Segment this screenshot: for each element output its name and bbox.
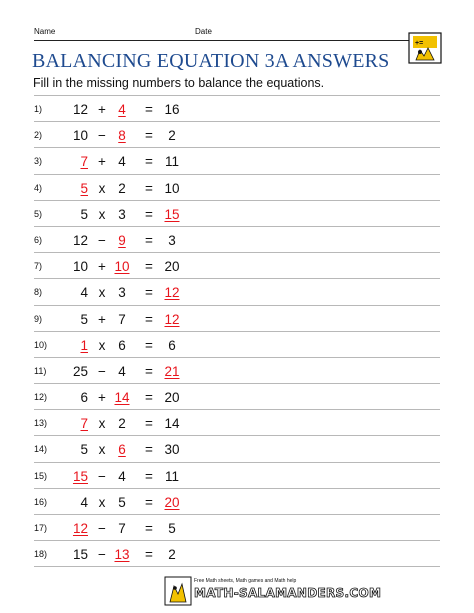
answer-operand-b: 14 (114, 390, 130, 406)
result-c: 30 (164, 442, 180, 458)
answer-operand-a: 5 (80, 180, 88, 196)
equation-number: 15) (34, 470, 48, 481)
equation-row (34, 462, 440, 488)
answer-result-c: 12 (164, 285, 180, 301)
equation-row (34, 357, 440, 383)
operator: − (98, 521, 106, 536)
operator: + (98, 390, 106, 406)
operator: x (98, 494, 106, 510)
equation-number: 6) (34, 234, 43, 245)
equation-number: 14) (34, 444, 48, 455)
operand-a: 12 (72, 102, 88, 117)
equation-number: 3) (34, 156, 43, 167)
equals-sign: = (145, 337, 153, 353)
page-title: BALANCING EQUATION 3A ANSWERS (32, 50, 390, 72)
operand-a: 5 (80, 206, 88, 222)
equation-row (34, 121, 440, 147)
equation-number: 11) (34, 365, 47, 376)
equation-row (34, 305, 440, 331)
result-c: 6 (168, 337, 176, 353)
equation-row (34, 331, 440, 357)
answer-operand-b: 13 (114, 547, 130, 563)
salamander-logo-icon (408, 32, 442, 64)
operator: − (98, 547, 106, 563)
equation-number: 18) (34, 549, 48, 560)
answer-operand-b: 8 (118, 128, 126, 144)
equals-sign: = (145, 494, 153, 510)
answer-operand-a: 1 (80, 337, 88, 353)
result-c: 16 (164, 102, 180, 117)
equation-row (34, 383, 440, 409)
operand-b: 2 (118, 416, 126, 432)
answer-operand-b: 9 (118, 232, 126, 248)
equation-row (34, 514, 440, 540)
equation-row (34, 226, 440, 252)
answer-result-c: 15 (164, 206, 180, 222)
equation-number: 1) (34, 104, 43, 114)
operator: x (98, 206, 106, 222)
operand-b: 7 (118, 311, 126, 327)
equation-number: 17) (34, 523, 48, 533)
equation-row (34, 147, 440, 173)
result-c: 2 (168, 128, 176, 144)
result-c: 20 (164, 390, 180, 406)
operator: − (98, 128, 106, 144)
answer-operand-b: 10 (114, 259, 130, 275)
instructions: Fill in the missing numbers to balance the equations. (33, 76, 325, 90)
equation-number: 10) (34, 339, 48, 350)
operand-a: 10 (72, 259, 88, 275)
footer (164, 574, 382, 608)
equation-number: 7) (34, 261, 43, 272)
equals-sign: = (145, 102, 153, 117)
equation-list (34, 95, 440, 567)
operand-a: 4 (80, 285, 88, 301)
equation-number: 8) (34, 287, 43, 298)
answer-operand-b: 6 (118, 442, 126, 458)
operand-b: 4 (118, 363, 126, 379)
equals-sign: = (145, 180, 153, 196)
footer-tagline: Free Math sheets, Math games and Math help (194, 578, 297, 584)
result-c: 11 (164, 154, 179, 170)
operand-b: 3 (118, 206, 126, 222)
equation-row (34, 200, 440, 226)
result-c: 10 (164, 180, 180, 196)
operand-a: 10 (72, 128, 88, 144)
equation-number: 5) (34, 208, 43, 219)
equals-sign: = (145, 128, 153, 144)
equals-sign: = (145, 363, 153, 379)
equation-number: 16) (34, 496, 48, 507)
answer-operand-a: 12 (72, 521, 88, 536)
answer-result-c: 21 (164, 363, 180, 379)
operand-a: 6 (80, 390, 88, 406)
equals-sign: = (145, 442, 153, 458)
answer-result-c: 20 (164, 494, 180, 510)
operator: + (98, 259, 106, 275)
operator: − (98, 363, 106, 379)
operand-a: 4 (80, 494, 88, 510)
operator: x (98, 180, 106, 196)
operand-b: 2 (118, 180, 126, 196)
equation-number: 9) (34, 313, 43, 324)
operand-a: 25 (72, 363, 88, 379)
operator: − (98, 232, 106, 248)
answer-operand-a: 7 (80, 416, 88, 432)
answer-operand-a: 7 (80, 154, 88, 170)
date-label: Date (195, 27, 212, 36)
equation-number: 4) (34, 182, 43, 193)
operand-b: 7 (118, 521, 126, 536)
operand-b: 4 (118, 468, 126, 484)
operator: + (98, 154, 106, 170)
equals-sign: = (145, 547, 153, 563)
operand-b: 6 (118, 337, 126, 353)
result-c: 2 (168, 547, 176, 563)
operand-b: 3 (118, 285, 126, 301)
operator: x (98, 285, 106, 301)
equals-sign: = (145, 521, 153, 536)
operator: + (98, 311, 106, 327)
equation-number: 12) (34, 392, 48, 403)
equation-row (34, 540, 440, 567)
operand-a: 15 (72, 547, 88, 563)
result-c: 11 (164, 468, 179, 484)
operator: x (98, 337, 106, 353)
operator: + (98, 102, 106, 117)
equals-sign: = (145, 232, 153, 248)
result-c: 5 (168, 521, 176, 536)
equation-row (34, 435, 440, 461)
result-c: 20 (164, 259, 180, 275)
equation-row (34, 95, 440, 121)
equals-sign: = (145, 311, 153, 327)
operator: − (98, 468, 106, 484)
result-c: 14 (164, 416, 180, 432)
operand-a: 5 (80, 311, 88, 327)
operand-a: 12 (72, 232, 88, 248)
equals-sign: = (145, 206, 153, 222)
operator: x (98, 442, 106, 458)
operand-b: 4 (118, 154, 126, 170)
equals-sign: = (145, 259, 153, 275)
equals-sign: = (145, 416, 153, 432)
operand-b: 5 (118, 494, 126, 510)
equals-sign: = (145, 285, 153, 301)
answer-operand-b: 4 (118, 102, 126, 117)
equation-number: 2) (34, 130, 43, 141)
equation-row (34, 252, 440, 278)
equals-sign: = (145, 468, 153, 484)
svg-text:+=: += (415, 40, 424, 47)
equals-sign: = (145, 154, 153, 170)
equation-row (34, 278, 440, 304)
equation-row (34, 488, 440, 514)
equation-number: 13) (34, 418, 48, 429)
answer-operand-a: 15 (72, 468, 88, 484)
answer-result-c: 12 (164, 311, 180, 327)
name-label: Name (34, 27, 56, 36)
equation-row (34, 409, 440, 435)
operator: x (98, 416, 106, 432)
result-c: 3 (168, 232, 176, 248)
footer-brand[interactable]: MATH-SALAMANDERS.COM (194, 586, 382, 600)
salamander-footer-icon (164, 576, 192, 606)
equation-row (34, 174, 440, 200)
header-rule (34, 40, 440, 41)
operand-a: 5 (80, 442, 88, 458)
equals-sign: = (145, 390, 153, 406)
